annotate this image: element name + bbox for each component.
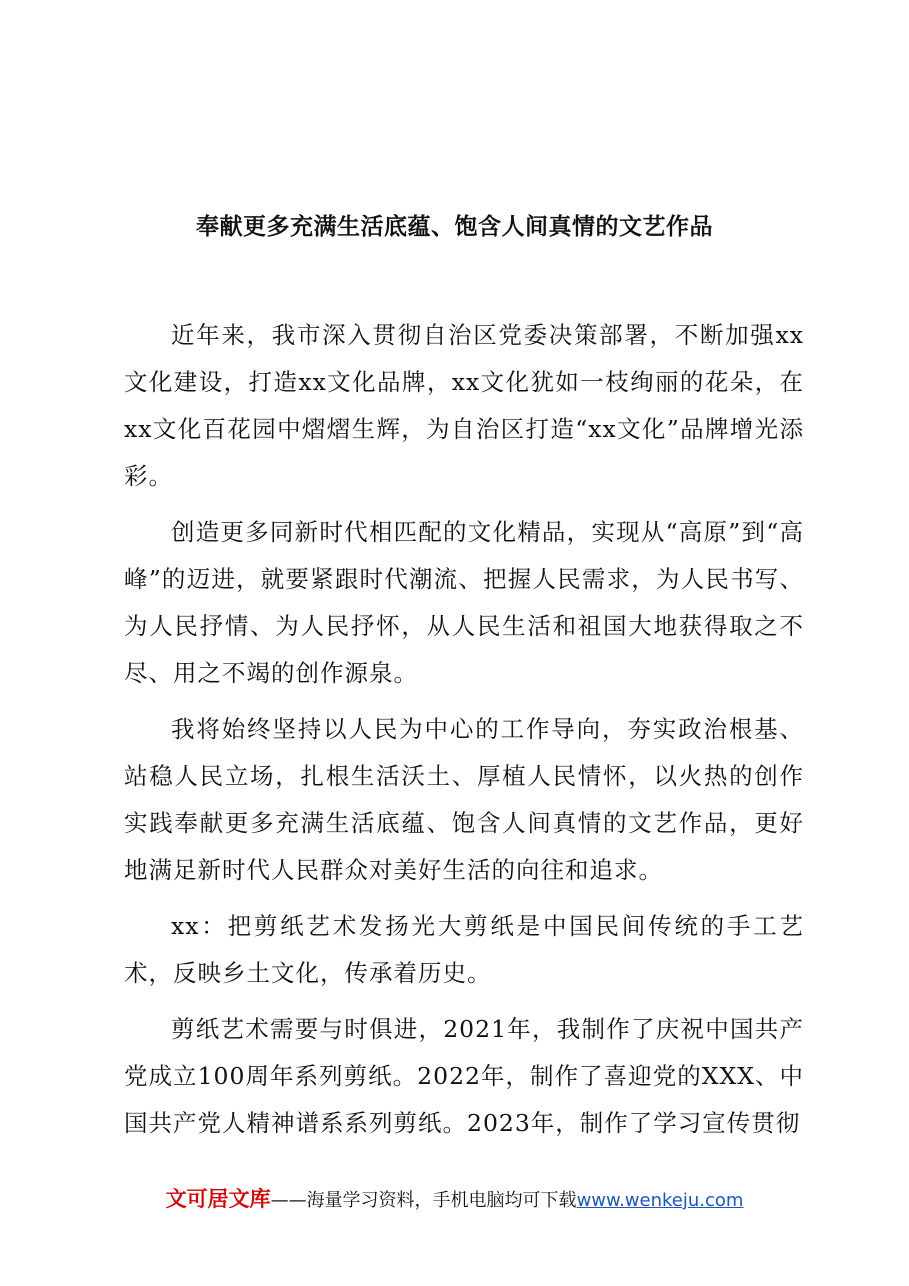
footer-tagline: ——海量学习资料，手机电脑均可下载 <box>270 1190 577 1211</box>
paragraph-3: 我将始终坚持以人民为中心的工作导向，夯实政治根基、站稳人民立场，扎根生活沃土、厚植人民情怀，以火热的创作实践奉献更多充满生活底蕴、饱含人间真情的文艺作品，更好地满足新时代人民群众对美好生活的向往和追求。 <box>124 715 804 884</box>
paragraph-4: xx：把剪纸艺术发扬光大剪纸是中国民间传统的手工艺术，反映乡土文化，传承着历史。 <box>124 912 804 987</box>
paragraph-2: 创造更多同新时代相匹配的文化精品，实现从“高原”到“高峰”的迈进，就要紧跟时代潮流、把握人民需求，为人民书写、为人民抒情、为人民抒怀，从人民生活和祖国大地获得取之不尽、用之不竭的创作源泉。 <box>124 518 804 687</box>
paragraph-1: 近年来，我市深入贯彻自治区党委决策部署，不断加强xx文化建设，打造xx文化品牌，xx文化犹如一枝绚丽的花朵，在xx文化百花园中熠熠生辉，为自治区打造“xx文化”品牌增光添彩。 <box>124 321 804 490</box>
paragraph-5: 剪纸艺术需要与时俱进，2021年，我制作了庆祝中国共产党成立100周年系列剪纸。2022年，制作了喜迎党的XXX、中国共产党人精神谱系系列剪纸。2023年，制作了学习宣传贯彻 <box>124 1015 804 1137</box>
document-title: 奉献更多充满生活底蕴、饱含人间真情的文艺作品 <box>196 213 713 240</box>
footer-website-link[interactable]: www.wenkeju.com <box>576 1190 744 1211</box>
footer-brand: 文可居文库 <box>165 1187 271 1211</box>
document-body <box>124 312 804 1156</box>
footer-banner <box>0 1183 909 1213</box>
